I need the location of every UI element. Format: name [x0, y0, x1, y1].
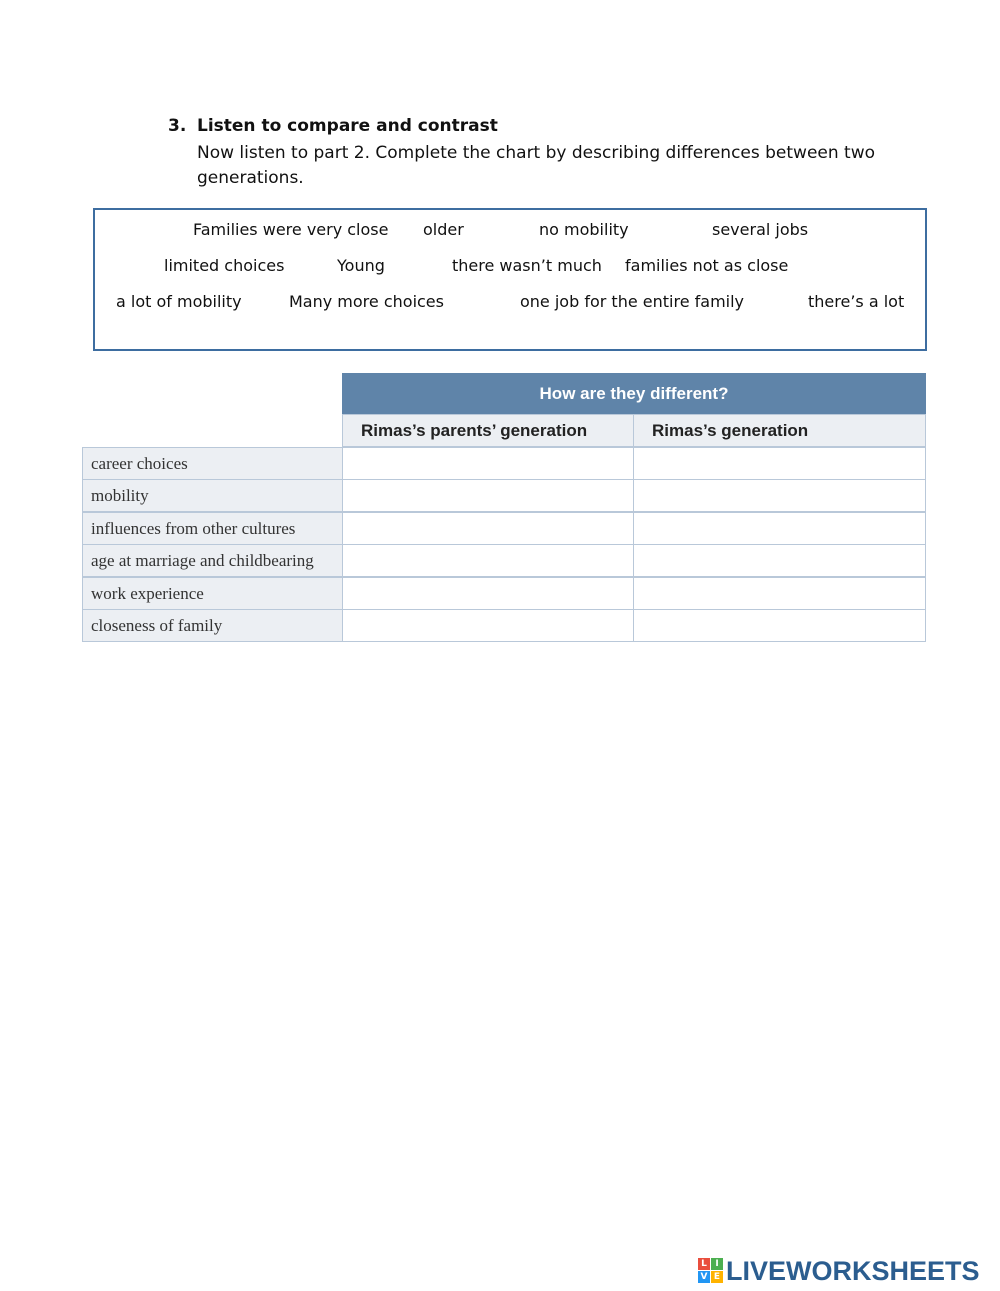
column-header-parents: Rimas’s parents’ generation [342, 414, 634, 447]
answer-cell-parents-closeness-of-family[interactable] [342, 609, 634, 642]
word-bank-item[interactable]: a lot of mobility [116, 292, 242, 311]
row-label-closeness-of-family: closeness of family [82, 609, 343, 642]
word-bank-item[interactable]: there’s a lot [808, 292, 905, 311]
answer-cell-parents-work-experience[interactable] [342, 577, 634, 610]
column-header-rimas: Rimas’s generation [633, 414, 926, 447]
word-bank-item[interactable]: Young [337, 256, 385, 275]
logo-mark-letter: L [698, 1258, 710, 1270]
row-label-mobility: mobility [82, 479, 343, 512]
answer-cell-parents-influences[interactable] [342, 512, 634, 545]
logo-mark-icon [698, 1258, 724, 1284]
word-bank-item[interactable]: several jobs [712, 220, 809, 239]
word-bank-item[interactable]: no mobility [539, 220, 629, 239]
answer-cell-rimas-age-at-marriage[interactable] [633, 544, 926, 577]
answer-cell-parents-age-at-marriage[interactable] [342, 544, 634, 577]
row-label-work-experience: work experience [82, 577, 343, 610]
word-bank-item[interactable]: one job for the entire family [520, 292, 745, 311]
liveworksheets-logo [698, 1256, 980, 1286]
answer-cell-rimas-work-experience[interactable] [633, 577, 926, 610]
word-bank-item[interactable]: there wasn’t much [452, 256, 602, 275]
row-label-influences: influences from other cultures [82, 512, 343, 545]
row-label-age-at-marriage: age at marriage and childbearing [82, 544, 343, 577]
answer-cell-rimas-mobility[interactable] [633, 479, 926, 512]
word-bank-item[interactable]: Many more choices [289, 292, 444, 311]
logo-mark-letter: E [711, 1271, 723, 1283]
word-bank [93, 208, 927, 351]
answer-cell-parents-career-choices[interactable] [342, 447, 634, 480]
logo-mark-letter: I [711, 1258, 723, 1270]
logo-mark-letter: V [698, 1271, 710, 1283]
logo-text: LIVEWORKSHEETS [726, 1255, 980, 1286]
word-bank-item[interactable]: families not as close [625, 256, 789, 275]
chart-header: How are they different? [342, 373, 926, 414]
row-label-career-choices: career choices [82, 447, 343, 480]
word-bank-item[interactable]: Families were very close [193, 220, 389, 239]
word-bank-item[interactable]: limited choices [164, 256, 285, 275]
answer-cell-parents-mobility[interactable] [342, 479, 634, 512]
answer-cell-rimas-influences[interactable] [633, 512, 926, 545]
exercise-title: Listen to compare and contrast [197, 116, 498, 136]
answer-cell-rimas-closeness-of-family[interactable] [633, 609, 926, 642]
word-bank-item[interactable]: older [423, 220, 464, 239]
exercise-instructions: Now listen to part 2. Complete the chart by describing differences between two generations. [197, 143, 876, 188]
exercise-number: 3. [168, 116, 187, 136]
answer-cell-rimas-career-choices[interactable] [633, 447, 926, 480]
